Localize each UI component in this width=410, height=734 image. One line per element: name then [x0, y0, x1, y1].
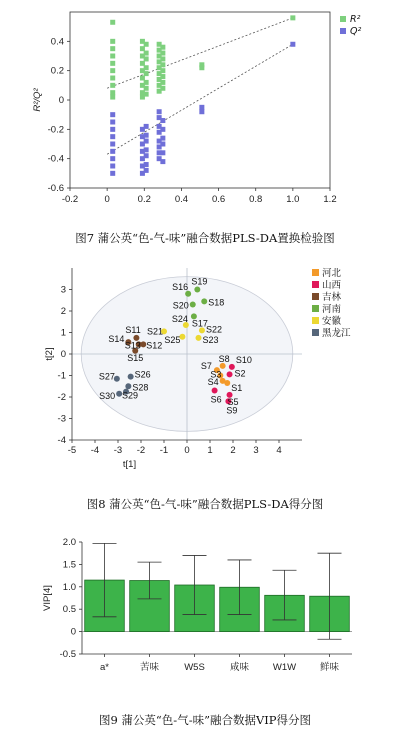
point-label: S18 [208, 297, 225, 308]
point-label: S3 [210, 369, 222, 380]
regression-line [107, 44, 293, 154]
r2-point [160, 51, 165, 56]
q2-point [144, 124, 149, 129]
y-axis-label: t[2] [44, 347, 55, 361]
q2-point [110, 156, 115, 161]
legend-label: 吉林 [322, 292, 342, 303]
q2-point [160, 142, 165, 147]
legend-label: 河南 [322, 304, 342, 315]
legend-swatch [312, 329, 319, 336]
y-tick-label: -3 [57, 413, 66, 425]
x-tick-label: W5S [184, 662, 205, 673]
q2-point [110, 127, 115, 132]
r2-point [110, 90, 115, 95]
legend-label: 黑龙江 [322, 328, 351, 339]
x-tick-label: 0 [184, 445, 190, 456]
q2-point [160, 127, 165, 132]
y-tick-label: 0 [58, 95, 64, 106]
x-tick-label: 0.6 [211, 194, 226, 205]
point-label: S29 [122, 390, 139, 401]
legend-swatch [312, 293, 319, 300]
r2-point [110, 76, 115, 81]
point-label: S12 [146, 340, 163, 351]
x-tick-label: 2 [230, 445, 236, 456]
legend-label: Q² [350, 26, 362, 37]
r2-point [144, 80, 149, 85]
legend-label: 河北 [322, 268, 342, 279]
q2-point [160, 118, 165, 123]
point-label: S17 [191, 318, 208, 329]
r2-point [160, 56, 165, 61]
y-tick-label: -4 [57, 435, 66, 446]
r2-point [110, 61, 115, 66]
y-tick-label: -0.6 [47, 183, 64, 194]
score-point [212, 388, 218, 394]
y-tick-label: 1.0 [62, 581, 76, 593]
x-tick-label: 0.8 [249, 194, 263, 205]
fig8-svg [0, 258, 410, 480]
x-axis-label: t[1] [122, 459, 137, 470]
point-label: S2 [234, 368, 246, 379]
point-label: S5 [227, 396, 239, 407]
x-tick-label: -5 [67, 445, 77, 456]
fig9-svg [0, 528, 410, 700]
y-tick-label: 0 [60, 349, 66, 360]
fig8-caption: 图8 蒲公英“色-气-味”融合数据PLS-DA得分图 [86, 497, 324, 511]
q2-point [144, 139, 149, 144]
q2-point [110, 164, 115, 169]
point-label: S19 [191, 276, 208, 287]
y-tick-label: 0 [70, 626, 76, 638]
x-tick-label: -3 [113, 445, 123, 456]
y-tick-label: 1 [60, 327, 66, 339]
r2-point [110, 54, 115, 59]
score-point [125, 383, 131, 389]
r2-point [144, 86, 149, 91]
point-label: S24 [171, 313, 188, 324]
point-label: S25 [164, 334, 181, 345]
r2-point [160, 80, 165, 85]
y-tick-label: -0.2 [47, 124, 64, 136]
point-label: S7 [200, 361, 212, 372]
point-label: S21 [147, 326, 164, 337]
y-tick-label: 0.2 [50, 65, 64, 77]
q2-point [157, 109, 162, 114]
point-label: S11 [125, 324, 141, 335]
y-tick-label: -2 [57, 392, 66, 403]
r2-point [144, 51, 149, 56]
legend-swatch [340, 16, 346, 22]
point-label: S28 [132, 382, 149, 393]
plot-frame [70, 12, 330, 188]
r2-point [110, 46, 115, 51]
point-label: S22 [205, 324, 222, 335]
fig7-caption: 图7 蒲公英“色-气-味”融合数据PLS-DA置换检验图 [75, 231, 335, 245]
y-tick-label: -0.4 [47, 153, 64, 165]
q2-point [144, 162, 149, 167]
q2-point [110, 149, 115, 154]
point-label: S26 [134, 369, 151, 380]
q2-point [144, 133, 149, 138]
point-label: S14 [108, 334, 125, 345]
r2-point [160, 74, 165, 79]
point-label: S23 [202, 334, 219, 345]
q2-point [110, 134, 115, 139]
x-tick-label: 鲜味 [319, 662, 340, 673]
point-label: S10 [235, 354, 252, 365]
legend-swatch [312, 317, 319, 324]
legend-label: 山西 [322, 280, 342, 291]
r2-point [144, 92, 149, 97]
r2-point [110, 20, 115, 25]
legend-swatch [312, 305, 319, 312]
q2-point [110, 171, 115, 176]
legend-swatch [312, 269, 319, 276]
point-label: S1 [231, 383, 243, 394]
score-point [190, 302, 196, 308]
q2-point [160, 136, 165, 141]
y-tick-label: 1.5 [62, 559, 76, 571]
r2-point [140, 61, 145, 66]
y-axis-label: R²/Q² [32, 88, 43, 112]
x-tick-label: 1.0 [286, 194, 300, 205]
r2-point [144, 42, 149, 47]
q2-point [199, 109, 204, 114]
fig9-caption: 图9 蒲公英“色-气-味”融合数据VIP得分图 [98, 713, 312, 727]
point-label: S20 [172, 300, 189, 311]
r2-point [144, 65, 149, 70]
point-label: S15 [127, 352, 144, 363]
y-tick-label: 0.5 [62, 604, 76, 616]
r2-point [144, 71, 149, 76]
q2-point [160, 150, 165, 155]
fig8-score-plot [0, 258, 410, 480]
score-point [227, 371, 233, 377]
x-tick-label: -1 [159, 445, 169, 456]
legend-swatch [312, 281, 319, 288]
r2-point [160, 45, 165, 50]
x-tick-label: 0 [104, 194, 110, 205]
r2-point [199, 65, 204, 70]
regression-line [107, 18, 293, 88]
q2-point [110, 112, 115, 117]
fig9-vip-chart [0, 528, 410, 700]
legend-swatch [340, 28, 346, 34]
q2-point [160, 159, 165, 164]
r2-point [110, 39, 115, 44]
fig7-svg [0, 0, 410, 222]
x-tick-label: 1 [207, 445, 213, 456]
r2-point [110, 83, 115, 88]
legend-label: R² [350, 14, 361, 25]
r2-point [140, 46, 145, 51]
point-label: S4 [207, 376, 219, 387]
y-tick-label: 2.0 [62, 537, 76, 548]
x-tick-label: a* [100, 662, 109, 673]
point-label: S30 [99, 390, 116, 401]
r2-point [160, 62, 165, 67]
x-tick-label: 苦味 [139, 662, 160, 673]
point-label: S16 [172, 281, 189, 292]
x-tick-label: 0.4 [174, 194, 189, 205]
q2-point [290, 42, 295, 47]
y-tick-label: 3 [60, 284, 66, 296]
r2-point [290, 15, 295, 20]
point-label: S8 [218, 353, 230, 364]
y-tick-label: -1 [57, 370, 66, 382]
r2-point [110, 68, 115, 73]
point-label: S27 [98, 371, 115, 382]
x-tick-label: 0.2 [137, 194, 151, 205]
legend-label: 安徽 [322, 316, 342, 327]
point-label: S6 [210, 394, 222, 405]
score-point [196, 335, 202, 341]
q2-point [144, 153, 149, 158]
x-tick-label: 1.2 [323, 194, 337, 205]
y-tick-label: 2 [60, 306, 66, 317]
r2-point [140, 76, 145, 81]
y-tick-label: -0.5 [59, 649, 76, 660]
r2-point [160, 68, 165, 73]
r2-point [160, 86, 165, 91]
r2-point [110, 95, 115, 100]
q2-point [110, 120, 115, 125]
point-label: S9 [226, 405, 238, 416]
score-point [128, 374, 134, 380]
fig7-permutation-chart [0, 0, 410, 222]
score-point [194, 287, 200, 293]
x-tick-label: -0.2 [61, 194, 79, 205]
q2-point [144, 147, 149, 152]
x-tick-label: -2 [136, 445, 146, 456]
x-tick-label: 4 [276, 445, 282, 456]
point-label: S13 [124, 340, 141, 351]
score-point [201, 298, 207, 304]
q2-point [144, 168, 149, 173]
x-tick-label: 3 [253, 445, 259, 456]
x-tick-label: W1W [272, 662, 297, 673]
x-tick-label: -4 [90, 445, 100, 456]
q2-point [199, 105, 204, 110]
x-tick-label: 咸味 [229, 662, 250, 673]
r2-point [144, 56, 149, 61]
y-axis-label: VIP[4] [42, 585, 53, 611]
q2-point [110, 142, 115, 147]
y-tick-label: 0.4 [50, 36, 64, 48]
